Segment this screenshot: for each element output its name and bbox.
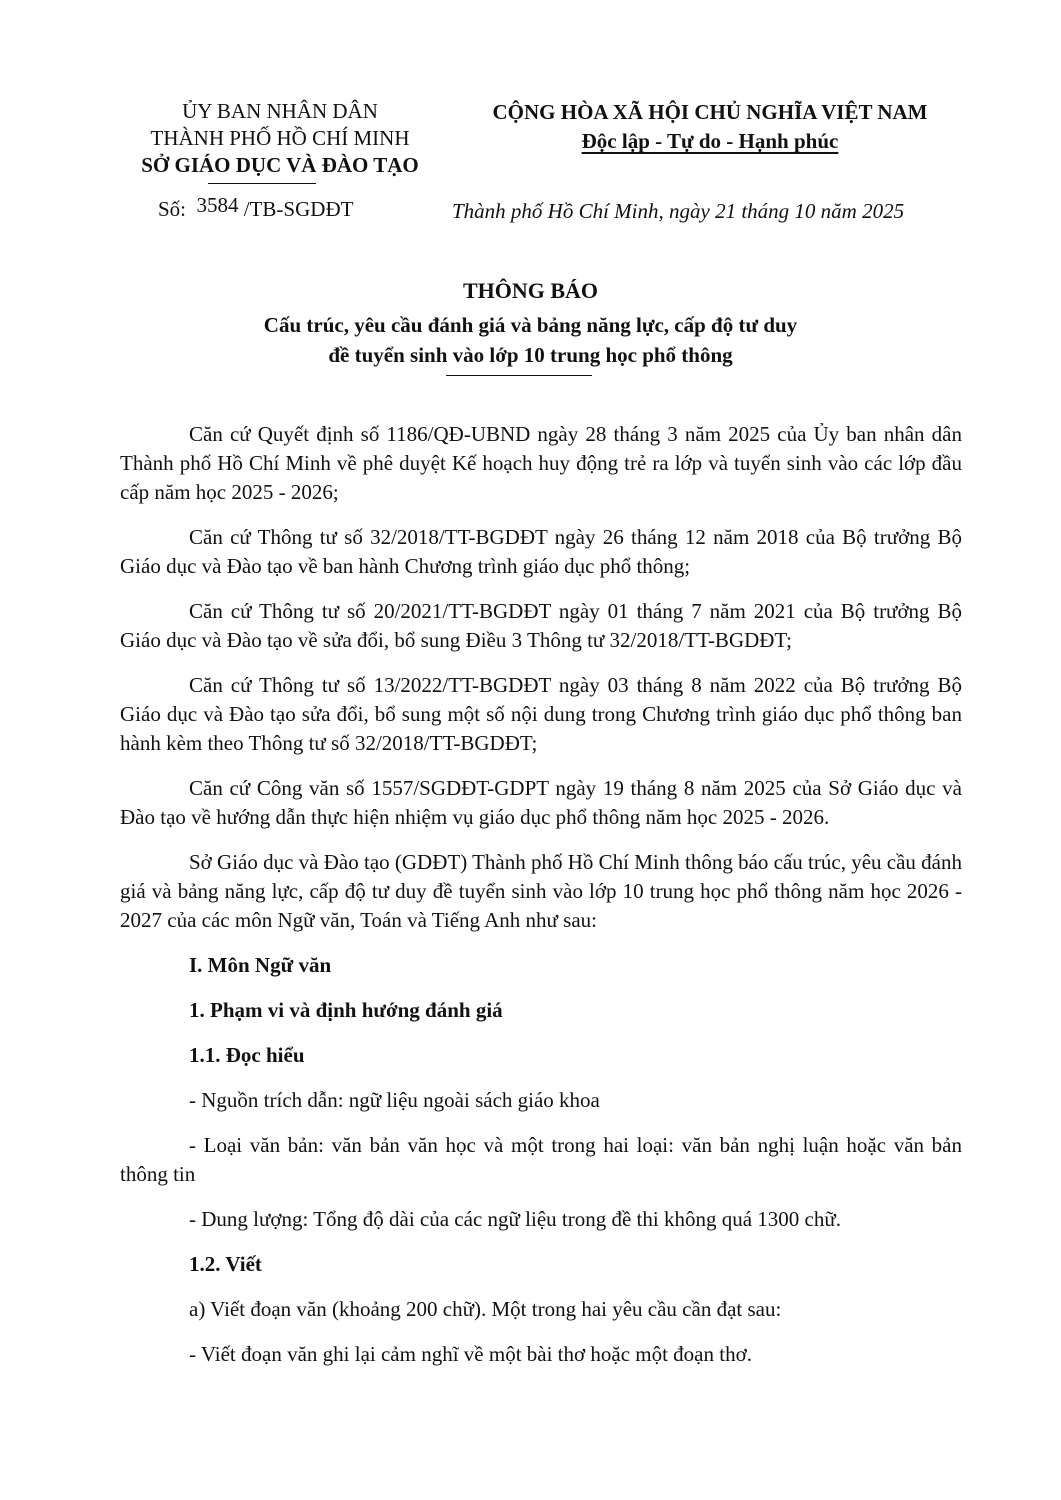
subtitle-line-1: Cấu trúc, yêu cầu đánh giá và bảng năng lực, cấp độ tư duy: [263, 313, 798, 337]
document-title: THÔNG BÁO: [462, 278, 599, 303]
country-name: CỘNG HÒA XÃ HỘI CHỦ NGHĨA VIỆT NAM: [492, 100, 928, 124]
legal-basis-paragraph: Căn cứ Thông tư số 32/2018/TT-BGDĐT ngày 26 tháng 12 năm 2018 của Bộ trưởng Bộ Giáo dục và Đào tạo về ban hành Chương trình giáo dục phổ thông;: [120, 525, 962, 578]
list-item: - Dung lượng: Tổng độ dài của các ngữ liệu trong đề thi không quá 1300 chữ.: [189, 1207, 841, 1231]
document-body: [120, 420, 962, 1385]
document-date: Thành phố Hồ Chí Minh, ngày 21 tháng 10 năm 2025: [452, 199, 905, 223]
list-item: - Loại văn bản: văn bản văn học và một trong hai loại: văn bản nghị luận hoặc văn bản thông tin: [120, 1133, 962, 1186]
document-subtitle: [0, 310, 1061, 370]
document-number: [158, 193, 354, 222]
legal-basis-paragraph: Căn cứ Quyết định số 1186/QĐ-UBND ngày 28 tháng 3 năm 2025 của Ủy ban nhân dân Thành phố Hồ Chí Minh về phê duyệt Kế hoạch huy động trẻ ra lớp và tuyển sinh vào các lớp đầu cấp năm học 2025 - 2026;: [120, 422, 962, 504]
list-item: a) Viết đoạn văn (khoảng 200 chữ). Một trong hai yêu cầu cần đạt sau:: [189, 1297, 782, 1321]
number-suffix: /TB-SGDĐT: [243, 197, 354, 221]
list-item: - Nguồn trích dẫn: ngữ liệu ngoài sách giáo khoa: [189, 1088, 600, 1112]
authority-divider: [208, 183, 316, 184]
issuing-authority: [100, 98, 460, 179]
subsection-heading: 1.2. Viết: [189, 1252, 262, 1276]
subsection-heading: 1.1. Đọc hiểu: [189, 1043, 305, 1067]
number-label: Số:: [158, 197, 187, 221]
title-divider: [446, 375, 592, 376]
announcement-paragraph: Sở Giáo dục và Đào tạo (GDĐT) Thành phố Hồ Chí Minh thông báo cấu trúc, yêu cầu đánh giá và bảng năng lực, cấp độ tư duy đề tuyển sinh vào lớp 10 trung học phổ thông năm học 2026 - 2027 của các môn Ngữ văn, Toán và Tiếng Anh như sau:: [120, 850, 962, 932]
legal-basis-paragraph: Căn cứ Công văn số 1557/SGDĐT-GDPT ngày 19 tháng 8 năm 2025 của Sở Giáo dục và Đào tạo về hướng dẫn thực hiện nhiệm vụ giáo dục phổ thông năm học 2025 - 2026.: [120, 776, 962, 829]
authority-line-2: THÀNH PHỐ HỒ CHÍ MINH: [150, 126, 410, 150]
subsection-heading: 1. Phạm vi và định hướng đánh giá: [189, 998, 503, 1022]
authority-line-1: ỦY BAN NHÂN DÂN: [182, 99, 378, 123]
legal-basis-paragraph: Căn cứ Thông tư số 20/2021/TT-BGDĐT ngày 01 tháng 7 năm 2021 của Bộ trưởng Bộ Giáo dục và Đào tạo về sửa đổi, bổ sung Điều 3 Thông tư 32/2018/TT-BGDĐT;: [120, 599, 962, 652]
motto: Độc lập - Tự do - Hạnh phúc: [581, 129, 839, 153]
section-heading: I. Môn Ngữ văn: [189, 953, 332, 977]
legal-basis-paragraph: Căn cứ Thông tư số 13/2022/TT-BGDĐT ngày 03 tháng 8 năm 2022 của Bộ trưởng Bộ Giáo dục và Đào tạo sửa đổi, bổ sung một số nội dung trong Chương trình giáo dục phổ thông ban hành kèm theo Thông tư số 32/2018/TT-BGDĐT;: [120, 673, 962, 755]
number-value: 3584: [196, 193, 239, 217]
subtitle-line-2: đề tuyển sinh vào lớp 10 trung học phổ thông: [328, 343, 733, 367]
list-item: - Viết đoạn văn ghi lại cảm nghĩ về một bài thơ hoặc một đoạn thơ.: [189, 1342, 752, 1366]
authority-department: SỞ GIÁO DỤC VÀ ĐÀO TẠO: [141, 153, 419, 177]
national-motto: [430, 98, 990, 156]
